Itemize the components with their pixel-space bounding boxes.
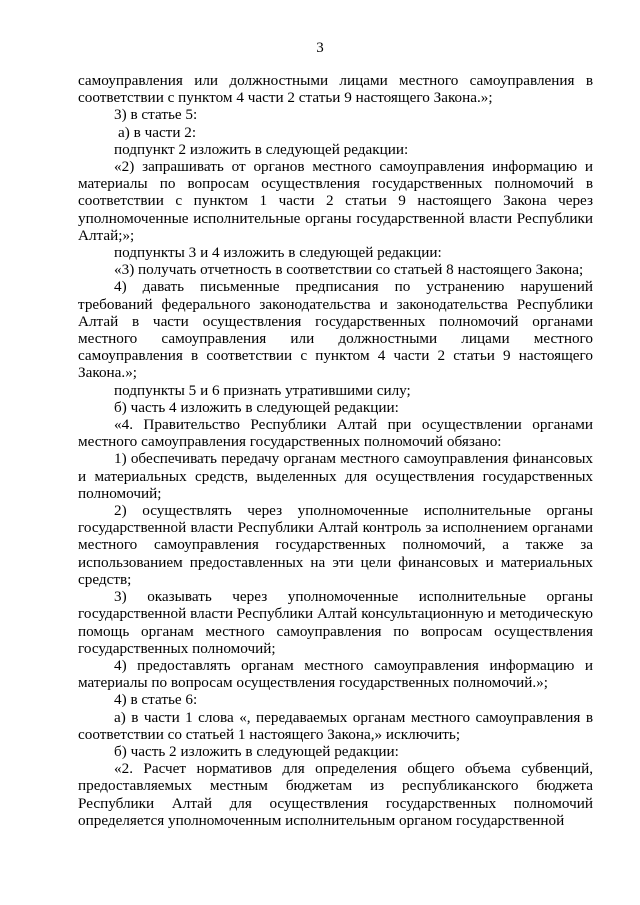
paragraph: 4) давать письменные предписания по устранению нарушений требований федерального законодательства и законодательства Республики Алтай в части осуществления государственных полномочий органами местного самоуправления или должностными лицами местного самоуправления в соответствии с пунктом 4 части 2 статьи 9 настоящего Закона.»; bbox=[78, 278, 593, 382]
paragraph: 3) в статье 5: bbox=[114, 106, 198, 124]
paragraph: подпункт 2 изложить в следующей редакции: bbox=[114, 140, 409, 158]
paragraph: б) часть 4 изложить в следующей редакции: bbox=[114, 398, 399, 416]
paragraph: б) часть 2 изложить в следующей редакции: bbox=[114, 742, 399, 760]
paragraph: «4. Правительство Республики Алтай при осуществлении органами местного самоуправления государственных полномочий обязано: bbox=[78, 416, 593, 451]
paragraph: самоуправления или должностными лицами местного самоуправления в соответствии с пунктом 4 части 2 статьи 9 настоящего Закона.»; bbox=[78, 72, 593, 107]
paragraph: подпункты 3 и 4 изложить в следующей редакции: bbox=[114, 244, 442, 262]
paragraph: «2) запрашивать от органов местного самоуправления информацию и материалы по вопросам осуществления государственных полномочий в соответствии с пунктом 1 части 2 статьи 9 настоящего Закона через уполномоченные исполнительные органы государственной власти Республики Алтай;»; bbox=[78, 158, 593, 244]
paragraph: а) в части 2: bbox=[118, 123, 197, 141]
paragraph: подпункты 5 и 6 признать утратившими силу; bbox=[114, 381, 411, 399]
paragraph: а) в части 1 слова «, передаваемых органам местного самоуправления в соответствии со статьей 1 настоящего Закона,» исключить; bbox=[78, 708, 593, 743]
document-body bbox=[78, 72, 593, 829]
paragraph: 4) в статье 6: bbox=[114, 691, 198, 709]
page-number: 3 bbox=[316, 40, 324, 56]
paragraph: «2. Расчет нормативов для определения общего объема субвенций, предоставляемых местным бюджетам из республиканского бюджета Республики Алтай для осуществления государственных полномочий определяется уполномоченным исполнительным органом государственной bbox=[78, 760, 593, 829]
paragraph: 4) предоставлять органам местного самоуправления информацию и материалы по вопросам осуществления государственных полномочий.»; bbox=[78, 656, 593, 692]
paragraph: 2) осуществлять через уполномоченные исполнительные органы государственной власти Республики Алтай контроль за исполнением органами местного самоуправления государственных полномочий, а также за использованием предоставленных на эти цели финансовых и материальных средств; bbox=[78, 502, 593, 588]
paragraph: «3) получать отчетность в соответствии со статьей 8 настоящего Закона; bbox=[114, 261, 584, 279]
paragraph: 1) обеспечивать передачу органам местного самоуправления финансовых и материальных средств, выделенных для осуществления государственных полномочий; bbox=[78, 450, 593, 502]
paragraph: 3) оказывать через уполномоченные исполнительные органы государственной власти Республики Алтай консультационную и методическую помощь органам местного самоуправления по вопросам осуществления государственных полномочий; bbox=[78, 588, 593, 657]
